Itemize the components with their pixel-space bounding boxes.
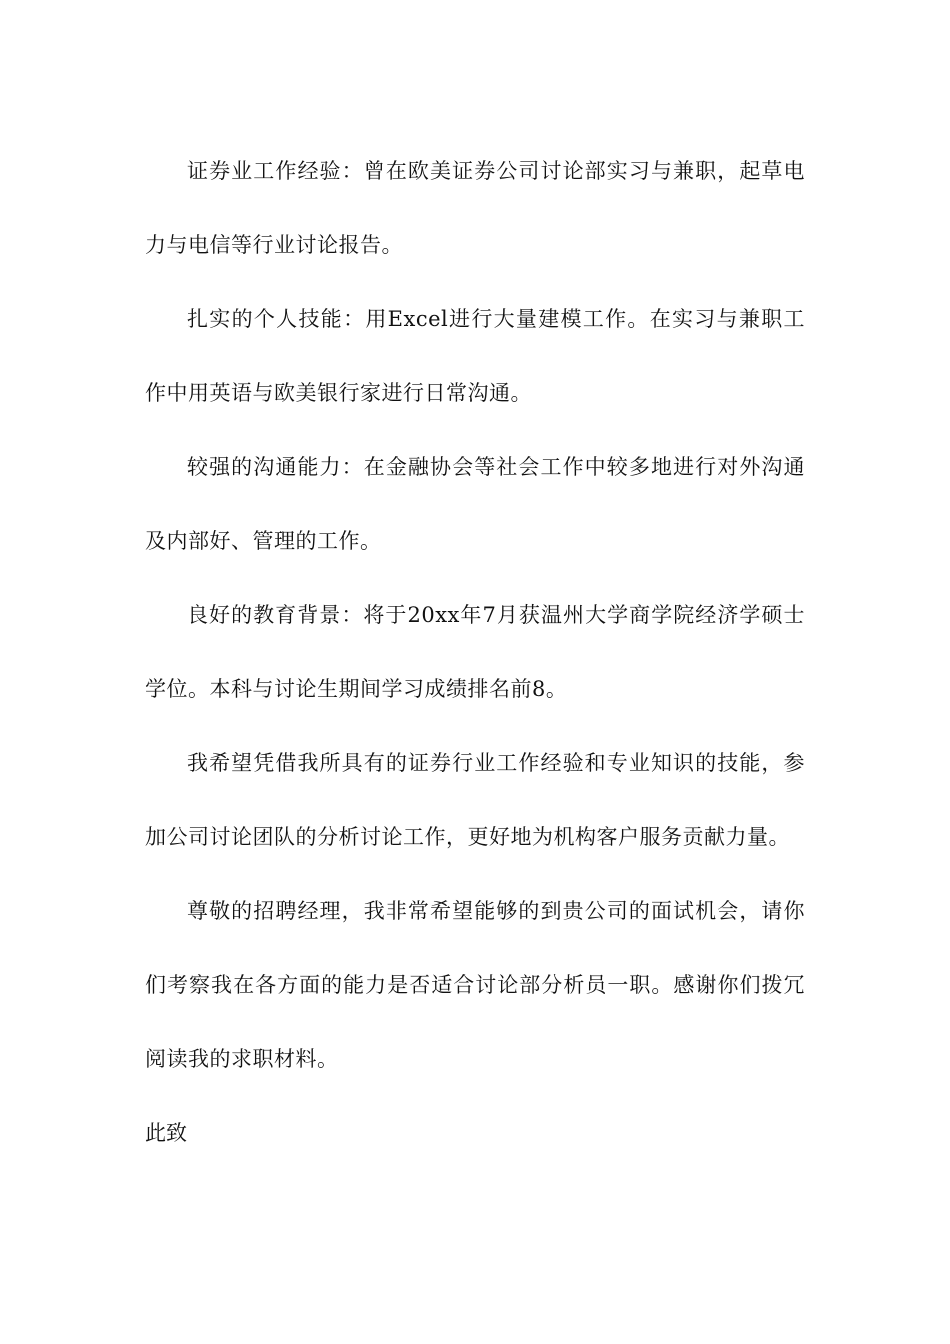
paragraph-request: 尊敬的招聘经理，我非常希望能够的到贵公司的面试机会，请你们考察我在各方面的能力是否适合讨论部分析员一职。感谢你们拨冗阅读我的求职材料。: [145, 899, 805, 1071]
paragraph-aspiration: 我希望凭借我所具有的证券行业工作经验和专业知识的技能，参加公司讨论团队的分析讨论工作，更好地为机构客户服务贡献力量。: [145, 751, 805, 849]
paragraph-experience: 证券业工作经验：曾在欧美证券公司讨论部实习与兼职，起草电力与电信等行业讨论报告。: [145, 159, 805, 257]
paragraph-education: 良好的教育背景：将于20xx年7月获温州大学商学院经济学硕士学位。本科与讨论生期间学习成绩排名前8。: [145, 603, 805, 701]
letter-body: [145, 134, 805, 1170]
paragraph-communication: 较强的沟通能力：在金融协会等社会工作中较多地进行对外沟通及内部好、管理的工作。: [145, 455, 805, 553]
closing-salutation: 此致: [145, 1121, 187, 1145]
paragraph-skills: 扎实的个人技能：用Excel进行大量建模工作。在实习与兼职工作中用英语与欧美银行家进行日常沟通。: [145, 307, 805, 405]
